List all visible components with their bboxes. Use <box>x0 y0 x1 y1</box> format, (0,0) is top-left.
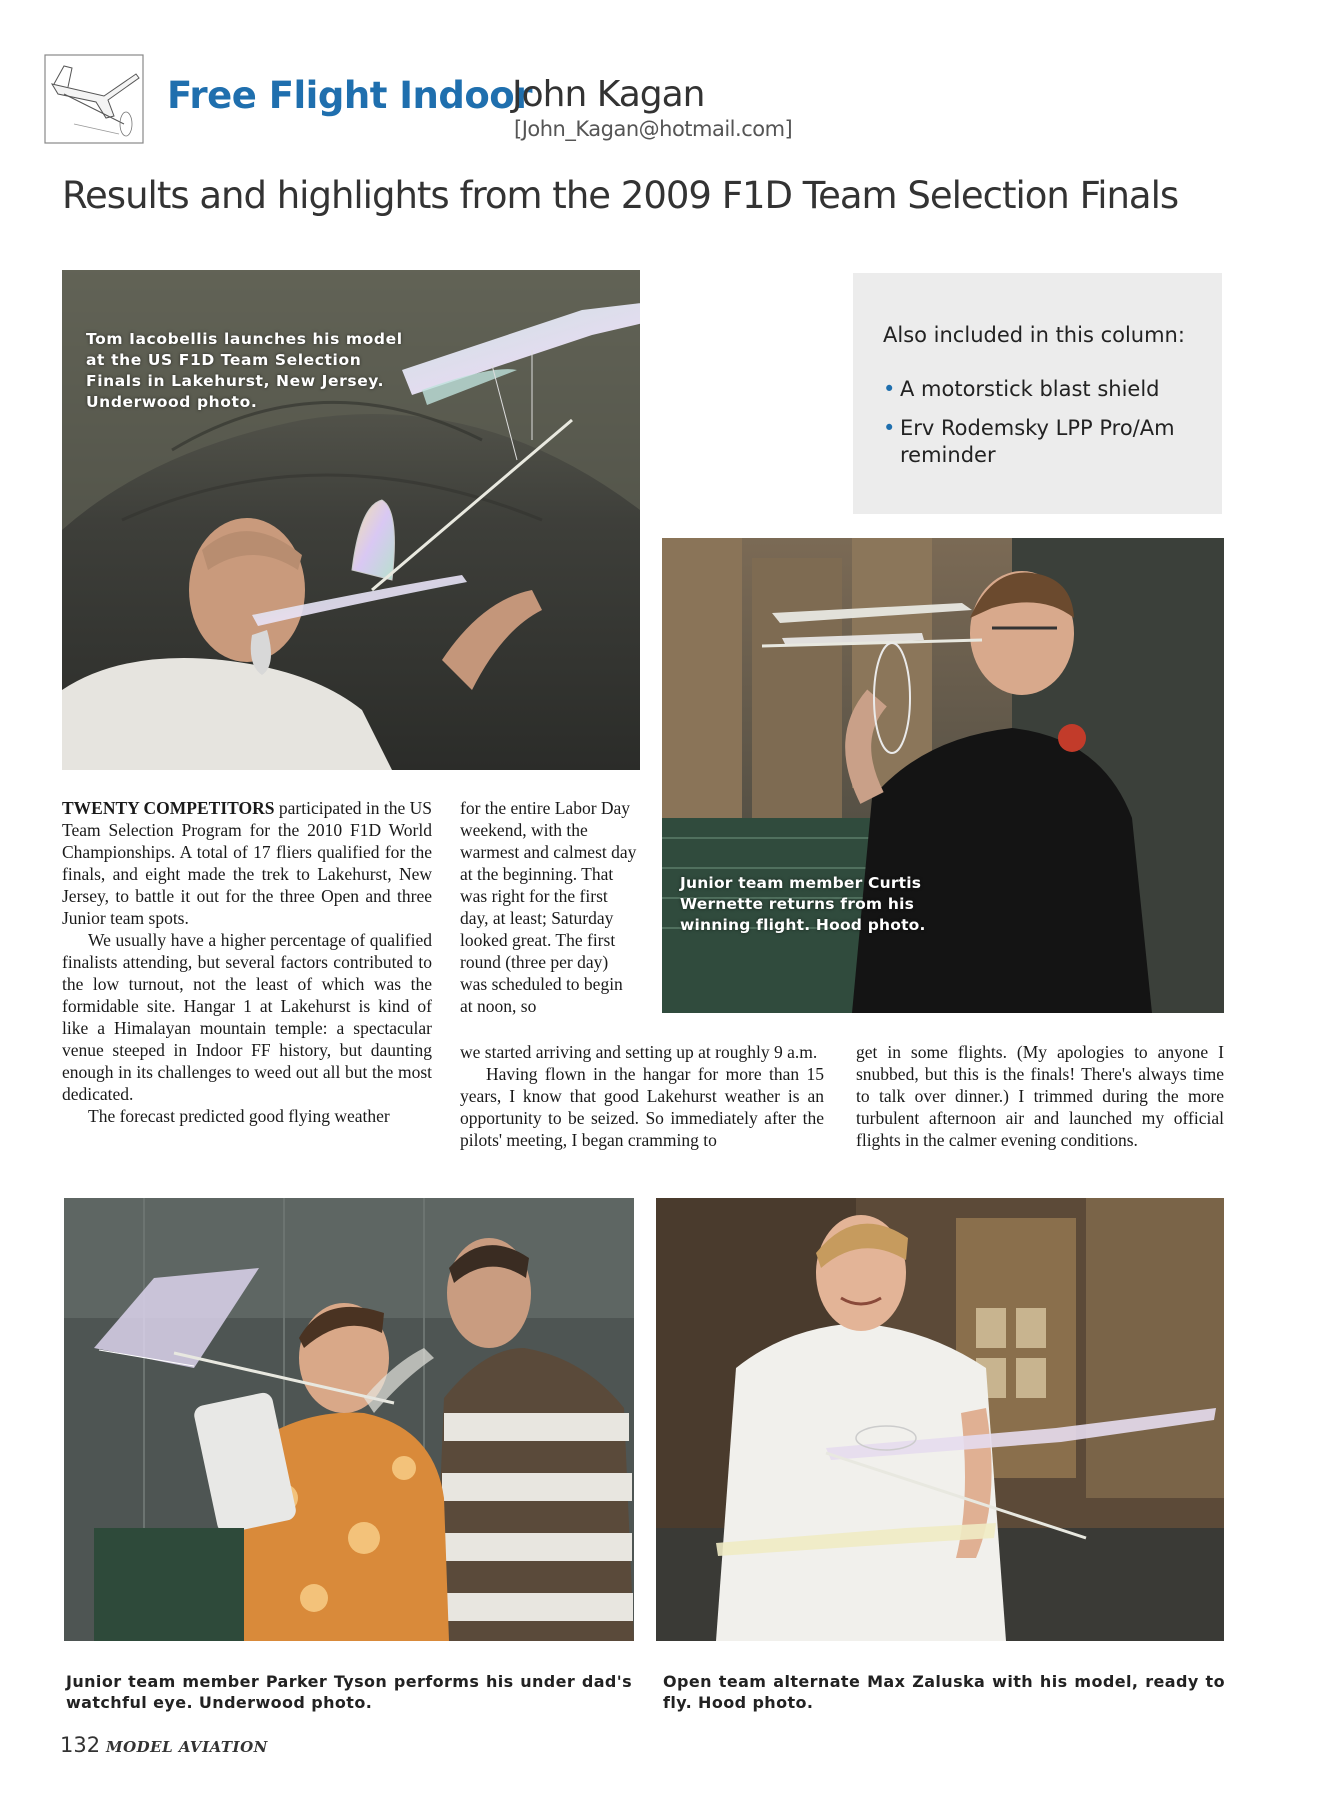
article-paragraph: The forecast predicted good flying weather <box>88 1106 390 1126</box>
list-item: • Erv Rodemsky LPP Pro/Am reminder <box>883 416 1175 467</box>
author-name: John Kagan <box>512 74 705 115</box>
article-paragraph: We usually have a higher percentage of qualified finalists attending, but several factors contributed to the low turnout, not the least of which was the formidable site. Hangar 1 at Lakehurst is kind of like a Himalayan mountain temple: a spectacular venue steeped in Indoor FF history, but daunting enough in its challenges to weed out all but the most dedicated. <box>62 930 432 1104</box>
article-paragraph: we started arriving and setting up at roughly 9 a.m. <box>460 1042 818 1062</box>
article-column-2 <box>460 1041 824 1151</box>
article-paragraph: get in some flights. (My apologies to anyone I snubbed, but this is the finals! There's always time to talk over dinner.) I trimmed during the more turbulent afternoon air and launched my official flights in the calmer evening conditions. <box>856 1042 1224 1150</box>
photo-caption: Junior team member Curtis Wernette returns from his winning flight. Hood photo. <box>680 874 926 934</box>
sidebar-list <box>883 376 1203 481</box>
photo-open-alternate <box>656 1198 1224 1641</box>
author-email: [John_Kagan@hotmail.com] <box>514 117 793 141</box>
bullet-icon: • <box>883 377 896 401</box>
article-column-1: TWENTY COMPETITORS participated in the US Team Selection Program for the 2010 F1D World Championships. A total of 17 fliers qualified for the finals, and eight made the trek to Lakehurst, New Jersey, to battle it out for the three Open and three Junior team spots. We usually have a higher percentage of qualified finalists attending, but several factors contributed to the low turnout, not the least of which was the formidable site. Hangar 1 at Lakehurst is kind of like a Himalayan mountain temple: a spectacular venue steeped in Indoor FF history, but daunting enough in its challenges to weed out all but the most dedicated. The forecast predicted good flying weather <box>62 798 432 1126</box>
article-column-2-top <box>460 797 638 1017</box>
page-title: Results and highlights from the 2009 F1D Team Selection Finals <box>62 174 1179 217</box>
list-item: • A motorstick blast shield <box>883 377 1160 401</box>
photo-caption: Junior team member Parker Tyson performs his under dad's watchful eye. Underwood photo. <box>66 1672 632 1712</box>
article-paragraph: Having flown in the hangar for more than 15 years, I know that good Lakehurst weather is an opportunity to be seized. So immediately after the pilots' meeting, I began cramming to <box>460 1064 824 1150</box>
sidebar-title: Also included in this column: <box>883 323 1185 347</box>
article-column-3 <box>856 1041 1224 1151</box>
airplane-logo-icon <box>44 54 144 144</box>
bullet-icon: • <box>883 416 896 440</box>
magazine-name: MODEL AVIATION <box>106 1738 268 1756</box>
photo-caption: Tom Iacobellis launches his model at the US F1D Team Selection Finals in Lakehurst, New Jersey. Underwood photo. <box>86 330 403 411</box>
sidebar-box <box>853 273 1222 514</box>
article-paragraph: for the entire Labor Day weekend, with the warmest and calmest day at the beginning. That was right for the first day, at least; Saturday looked great. The first round (three per day) was scheduled to begin at noon, so <box>460 798 637 1016</box>
photo-caption: Open team alternate Max Zaluska with his model, ready to fly. Hood photo. <box>663 1672 1225 1712</box>
section-title: Free Flight Indoor <box>167 74 532 117</box>
page-number: 132 <box>60 1733 101 1757</box>
photo-junior-dad <box>64 1198 634 1641</box>
photo-junior-flight <box>662 538 1224 1013</box>
article-lead: TWENTY COMPETITORS <box>62 798 275 818</box>
